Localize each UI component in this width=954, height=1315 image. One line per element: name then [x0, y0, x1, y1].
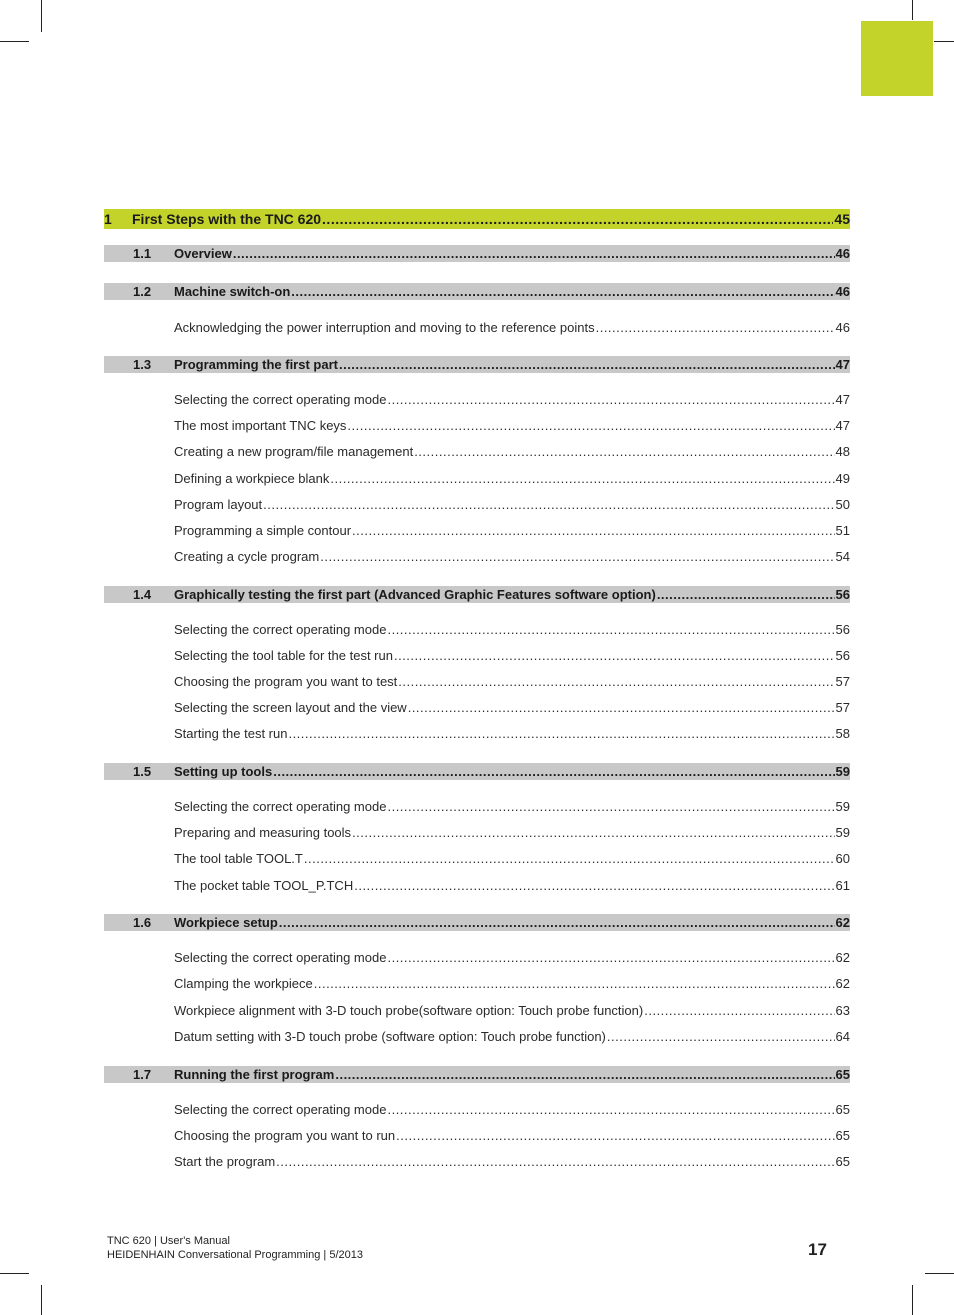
toc-leader-dots	[354, 878, 834, 894]
toc-leader-dots	[273, 763, 834, 780]
toc-title: Choosing the program you want to test	[174, 674, 398, 689]
toc-page-number: 46	[835, 320, 850, 335]
toc-page-number: 65	[835, 1102, 850, 1117]
toc-title: The tool table TOOL.T	[174, 851, 303, 866]
footer-line-manual: TNC 620 | User's Manual	[107, 1235, 230, 1247]
toc-section-row[interactable]	[104, 1066, 850, 1083]
toc-entry-row[interactable]	[104, 1128, 850, 1144]
toc-page-number: 64	[835, 1029, 850, 1044]
toc-title: Program layout	[174, 497, 263, 512]
toc-section-row[interactable]	[104, 356, 850, 373]
toc-entry-row[interactable]	[104, 320, 850, 336]
toc-leader-dots	[387, 622, 834, 638]
toc-page-number: 65	[835, 1154, 850, 1169]
toc-number: 1.1	[133, 246, 152, 261]
toc-number: 1.3	[133, 357, 152, 372]
toc-title: Graphically testing the first part (Advanced Graphic Features software option)	[174, 587, 656, 602]
toc-title: Machine switch-on	[174, 284, 291, 299]
toc-leader-dots	[276, 1154, 834, 1170]
toc-entry-row[interactable]	[104, 549, 850, 565]
toc-leader-dots	[291, 283, 834, 300]
toc-page-number: 46	[835, 284, 850, 299]
toc-title: Datum setting with 3-D touch probe (software option: Touch probe function)	[174, 1029, 606, 1044]
toc-page-number: 54	[835, 549, 850, 564]
toc-section-row[interactable]	[104, 283, 850, 300]
toc-page-number: 62	[835, 915, 850, 930]
toc-page-number: 61	[835, 878, 850, 893]
toc-leader-dots	[288, 726, 834, 742]
crop-mark	[934, 41, 954, 42]
footer-line-programming: HEIDENHAIN Conversational Programming | 5/2013	[107, 1249, 363, 1261]
toc-page-number: 57	[835, 674, 850, 689]
toc-page-number: 51	[835, 523, 850, 538]
toc-leader-dots	[279, 914, 835, 931]
toc-title: Choosing the program you want to run	[174, 1128, 396, 1143]
toc-title: Starting the test run	[174, 726, 288, 741]
toc-title: Defining a workpiece blank	[174, 471, 330, 486]
toc-page-number: 65	[835, 1128, 850, 1143]
toc-leader-dots	[330, 471, 834, 487]
toc-title: Selecting the correct operating mode	[174, 799, 387, 814]
toc-page-number: 47	[835, 357, 850, 372]
toc-title: Selecting the screen layout and the view	[174, 700, 407, 715]
toc-page-number: 56	[835, 648, 850, 663]
toc-title: Clamping the workpiece	[174, 976, 313, 991]
toc-leader-dots	[320, 549, 834, 565]
toc-leader-dots	[644, 1003, 834, 1019]
crop-mark	[0, 1273, 29, 1274]
toc-leader-dots	[387, 392, 834, 408]
toc-section-row[interactable]	[104, 763, 850, 780]
toc-leader-dots	[339, 356, 835, 373]
crop-mark	[912, 1285, 913, 1315]
toc-title: The most important TNC keys	[174, 418, 347, 433]
toc-entry-row[interactable]	[104, 1102, 850, 1118]
toc-leader-dots	[408, 700, 835, 716]
toc-leader-dots	[304, 851, 835, 867]
toc-page-number: 56	[835, 622, 850, 637]
toc-leader-dots	[607, 1029, 835, 1045]
toc-title: Setting up tools	[174, 764, 273, 779]
toc-page-number: 46	[835, 246, 850, 261]
crop-mark	[925, 1273, 954, 1274]
toc-title: Selecting the correct operating mode	[174, 1102, 387, 1117]
toc-title: Workpiece alignment with 3-D touch probe(software option: Touch probe function)	[174, 1003, 644, 1018]
toc-title: Creating a cycle program	[174, 549, 320, 564]
toc-entry-row[interactable]	[104, 523, 850, 539]
toc-title: Start the program	[174, 1154, 276, 1169]
toc-entry-row[interactable]	[104, 648, 850, 664]
toc-number: 1	[104, 211, 112, 227]
toc-page-number: 57	[835, 700, 850, 715]
toc-title: Selecting the correct operating mode	[174, 950, 387, 965]
toc-entry-row[interactable]	[104, 851, 850, 867]
toc-entry-row[interactable]	[104, 497, 850, 513]
toc-entry-row[interactable]	[104, 444, 850, 460]
toc-entry-row[interactable]	[104, 418, 850, 434]
toc-title: Selecting the correct operating mode	[174, 392, 387, 407]
toc-leader-dots	[314, 976, 835, 992]
toc-leader-dots	[352, 825, 834, 841]
toc-entry-row[interactable]	[104, 799, 850, 815]
toc-page-number: 65	[835, 1067, 850, 1082]
toc-leader-dots	[387, 799, 834, 815]
crop-mark	[912, 0, 913, 20]
toc-page-number: 62	[835, 976, 850, 991]
crop-mark	[41, 1285, 42, 1315]
toc-title: Programming the first part	[174, 357, 338, 372]
toc-page-number: 49	[835, 471, 850, 486]
toc-entry-row[interactable]	[104, 1029, 850, 1045]
toc-entry-row[interactable]	[104, 700, 850, 716]
toc-entry-row[interactable]	[104, 1003, 850, 1019]
toc-leader-dots	[352, 523, 835, 539]
toc-title: Selecting the tool table for the test run	[174, 648, 393, 663]
toc-title: Preparing and measuring tools	[174, 825, 352, 840]
toc-page-number: 60	[835, 851, 850, 866]
toc-title: First Steps with the TNC 620	[132, 211, 322, 227]
page-footer	[107, 1234, 363, 1262]
toc-leader-dots	[233, 245, 835, 262]
crop-mark	[41, 0, 42, 32]
toc-title: Programming a simple contour	[174, 523, 352, 538]
toc-number: 1.2	[133, 284, 152, 299]
chapter-tab-marker	[861, 21, 933, 96]
toc-leader-dots	[414, 444, 834, 460]
toc-section-row[interactable]	[104, 914, 850, 931]
toc-number: 1.4	[133, 587, 152, 602]
toc-section-row[interactable]	[104, 586, 850, 603]
page-number: 17	[808, 1240, 827, 1259]
toc-leader-dots	[347, 418, 834, 434]
toc-title: Workpiece setup	[174, 915, 278, 930]
toc-leader-dots	[596, 320, 835, 336]
toc-leader-dots	[396, 1128, 834, 1144]
toc-leader-dots	[322, 209, 833, 229]
toc-title: Overview	[174, 246, 232, 261]
toc-page-number: 59	[835, 825, 850, 840]
toc-entry-row[interactable]	[104, 878, 850, 894]
toc-title: Creating a new program/file management	[174, 444, 414, 459]
toc-number: 1.6	[133, 915, 152, 930]
toc-page-number: 59	[835, 764, 850, 779]
toc-entry-row[interactable]	[104, 950, 850, 966]
toc-leader-dots	[657, 586, 835, 603]
toc-leader-dots	[398, 674, 834, 690]
toc-entry-row[interactable]	[104, 392, 850, 408]
toc-page-number: 62	[835, 950, 850, 965]
toc-chapter-row[interactable]	[104, 209, 850, 229]
toc-number: 1.5	[133, 764, 152, 779]
toc-page-number: 47	[835, 418, 850, 433]
toc-entry-row[interactable]	[104, 976, 850, 992]
toc-number: 1.7	[133, 1067, 152, 1082]
toc-entry-row[interactable]	[104, 825, 850, 841]
toc-title: The pocket table TOOL_P.TCH	[174, 878, 354, 893]
toc-title: Acknowledging the power interruption and moving to the reference points	[174, 320, 595, 335]
toc-page-number: 45	[834, 211, 850, 227]
crop-mark	[0, 41, 29, 42]
toc-page-number: 59	[835, 799, 850, 814]
toc-title: Selecting the correct operating mode	[174, 622, 387, 637]
toc-page-number: 56	[835, 587, 850, 602]
toc-entry-row[interactable]	[104, 726, 850, 742]
toc-page-number: 50	[835, 497, 850, 512]
toc-page-number: 47	[835, 392, 850, 407]
toc-leader-dots	[335, 1066, 834, 1083]
toc-leader-dots	[387, 1102, 834, 1118]
toc-leader-dots	[394, 648, 835, 664]
toc-page-number: 48	[835, 444, 850, 459]
toc-section-row[interactable]	[104, 245, 850, 262]
toc-leader-dots	[387, 950, 834, 966]
toc-entry-row[interactable]	[104, 674, 850, 690]
toc-entry-row[interactable]	[104, 471, 850, 487]
toc-page-number: 58	[835, 726, 850, 741]
toc-entry-row[interactable]	[104, 1154, 850, 1170]
toc-entry-row[interactable]	[104, 622, 850, 638]
toc-page-number: 63	[835, 1003, 850, 1018]
toc-title: Running the first program	[174, 1067, 335, 1082]
toc-leader-dots	[263, 497, 834, 513]
